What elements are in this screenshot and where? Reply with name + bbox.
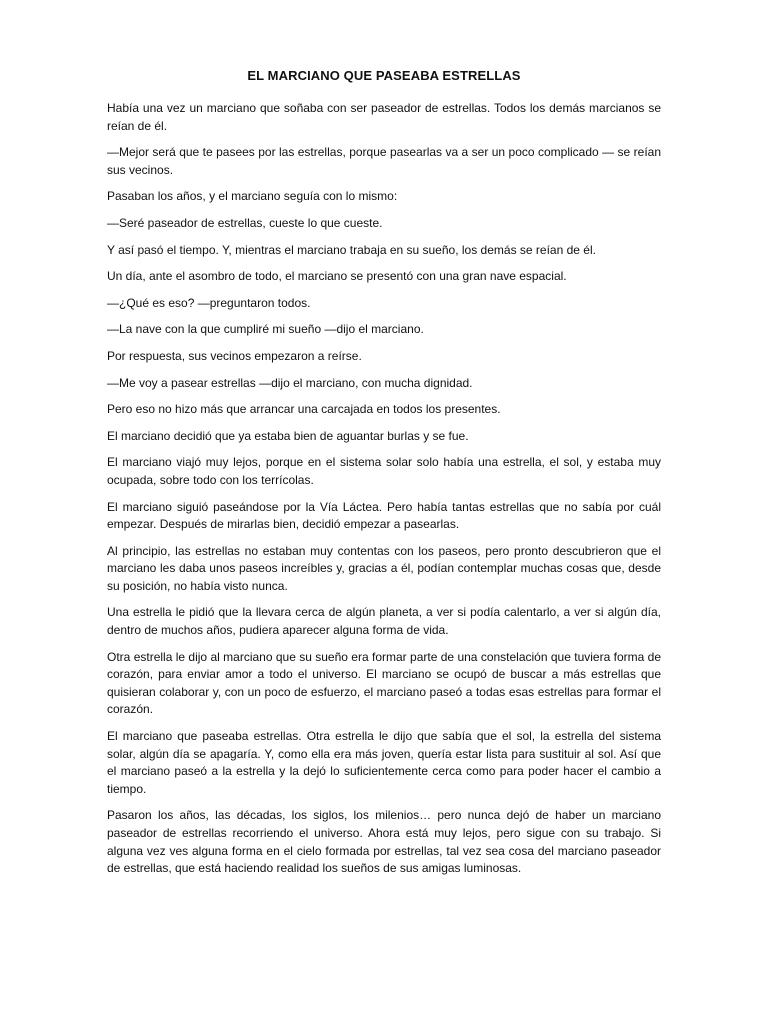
- paragraph: Pasaban los años, y el marciano seguía con lo mismo:: [107, 189, 398, 204]
- paragraph: —Mejor será que te pasees por las estrellas, porque pasearlas va a ser un poco complicado — se reían sus vecinos.: [107, 145, 661, 177]
- paragraph: El marciano siguió paseándose por la Vía Láctea. Pero había tantas estrellas que no sabía por cuál empezar. Después de mirarlas bien, decidió empezar a pasearlas.: [107, 499, 661, 532]
- paragraph: Otra estrella le dijo al marciano que su sueño era formar parte de una constelación que tuviera forma de corazón, para enviar amor a todo el universo. El marciano se ocupó de buscar a más estrellas que quisieran colaborar y, con un poco de esfuerzo, el marciano paseó a todas esas estrellas para formar el corazón.: [107, 649, 661, 717]
- paragraph: El marciano decidió que ya estaba bien de aguantar burlas y se fue.: [107, 428, 469, 443]
- paragraph: El marciano que paseaba estrellas. Otra estrella le dijo que sabía que el sol, la estrella del sistema solar, algún día se apagaría. Y, como ella era más joven, quería estar lista para sustituir al sol. Así que el marciano paseó a la estrella y la dejó lo suficientemente cerca como para poder hacer el cambio a tiempo.: [107, 729, 661, 796]
- document-title: EL MARCIANO QUE PASEABA ESTRELLAS: [247, 68, 521, 83]
- paragraph: Y así pasó el tiempo. Y, mientras el marciano trabaja en su sueño, los demás se reían de él.: [107, 242, 596, 257]
- paragraph: Había una vez un marciano que soñaba con ser paseador de estrellas. Todos los demás marcianos se reían de él.: [107, 101, 661, 133]
- paragraph: —Seré paseador de estrellas, cueste lo que cueste.: [107, 215, 383, 230]
- paragraph: El marciano viajó muy lejos, porque en el sistema solar solo había una estrella, el sol, y estaba muy ocupada, sobre todo con los terrícolas.: [107, 455, 661, 487]
- paragraph: Pero eso no hizo más que arrancar una carcajada en todos los presentes.: [107, 402, 501, 417]
- paragraph: —Me voy a pasear estrellas —dijo el marciano, con mucha dignidad.: [107, 375, 473, 390]
- paragraph: —La nave con la que cumpliré mi sueño —dijo el marciano.: [107, 322, 424, 337]
- paragraph: Una estrella le pidió que la llevara cerca de algún planeta, a ver si podía calentarlo, a ver si algún día, dentro de muchos años, pudiera aparecer alguna forma de vida.: [107, 605, 661, 638]
- paragraph: Al principio, las estrellas no estaban muy contentas con los paseos, pero pronto descubrieron que el marciano les daba unos paseos increíbles y, gracias a él, podían contemplar muchas cosas que, desde su posición, no había visto nunca.: [107, 543, 661, 593]
- paragraph: —¿Qué es eso? —preguntaron todos.: [107, 295, 311, 310]
- document-body: [107, 68, 661, 886]
- paragraph: Por respuesta, sus vecinos empezaron a reírse.: [107, 348, 362, 363]
- paragraph: Un día, ante el asombro de todo, el marciano se presentó con una gran nave espacial.: [107, 269, 567, 284]
- paragraph: Pasaron los años, las décadas, los siglos, los milenios… pero nunca dejó de haber un marciano paseador de estrellas recorriendo el universo. Ahora está muy lejos, pero sigue con su trabajo. Si alguna vez ves alguna forma en el cielo formada por estrellas, tal vez sea cosa del marciano paseador de estrellas, que está haciendo realidad los sueños de sus amigas luminosas.: [107, 808, 661, 876]
